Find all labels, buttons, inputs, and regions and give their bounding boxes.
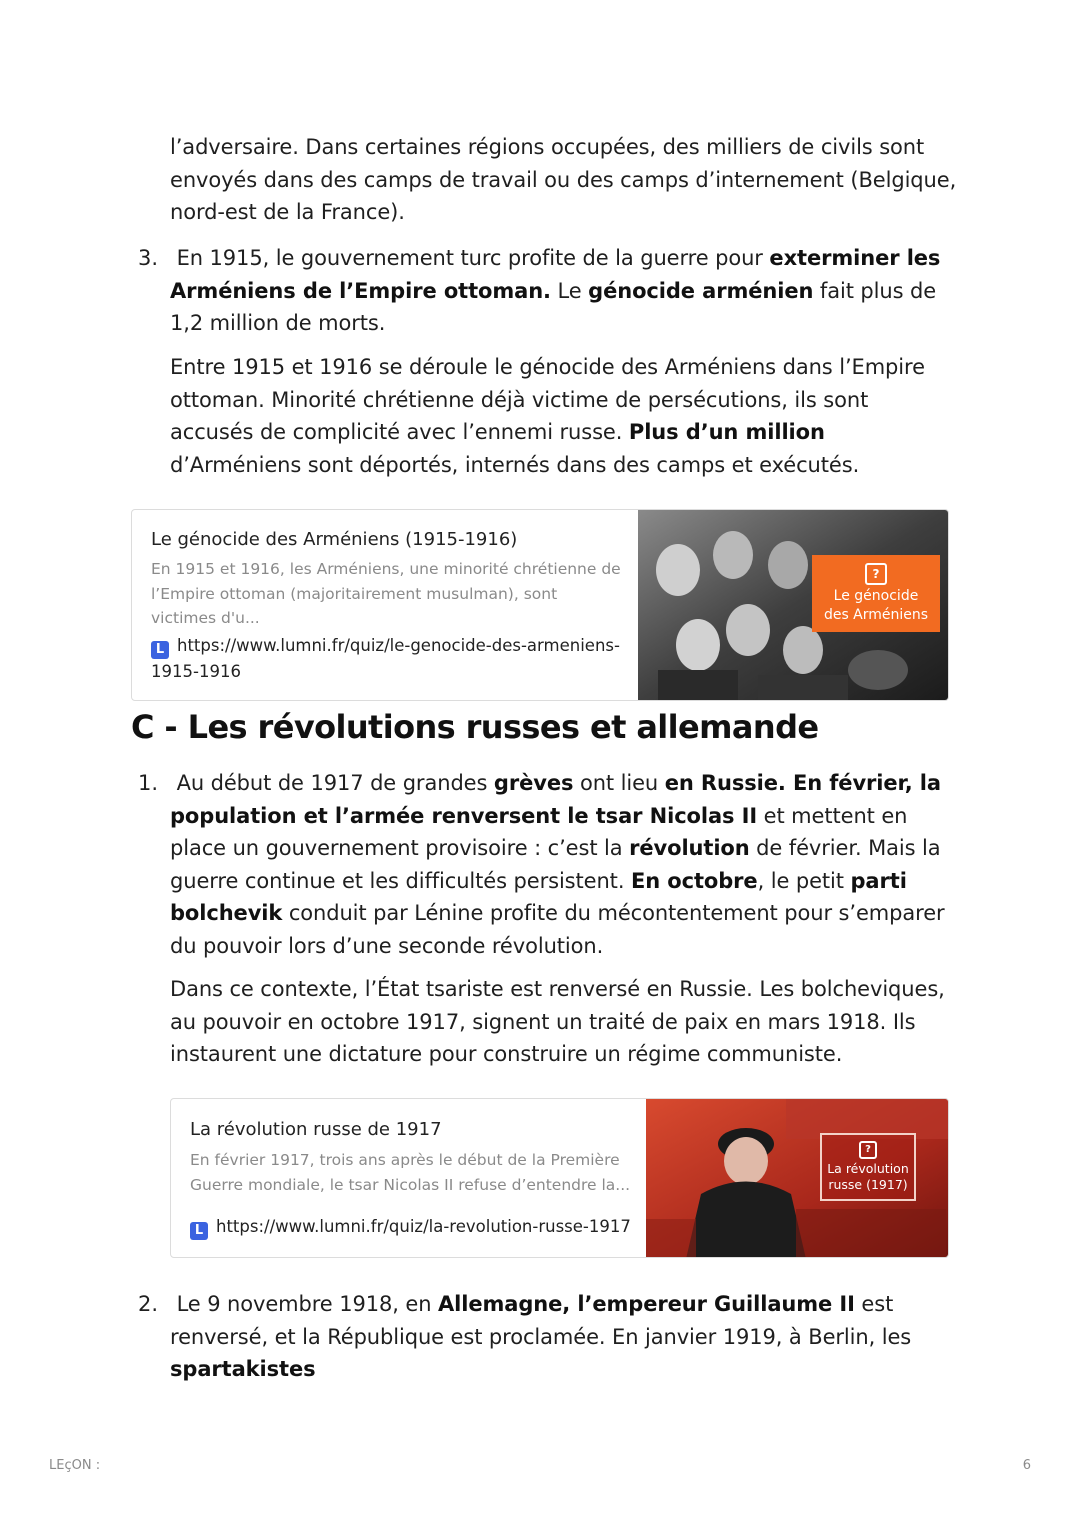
card-url[interactable]: L https://www.lumni.fr/quiz/la-revolution-russe-1917 [190, 1214, 631, 1240]
list-item-2: Le 9 novembre 1918, en Allemagne, l’empereur Guillaume II est renversé, et la République est proclamée. En janvier 1919, à Berlin, les spartakistes [170, 1292, 912, 1382]
quiz-question-icon: ? [859, 1141, 877, 1159]
card-image-label: ? La révolution russe (1917) [820, 1133, 916, 1201]
intro-line-3: nord-est de la France). [170, 200, 405, 225]
footer-lesson-label: LEçON : [49, 1458, 101, 1473]
link-preview-card-russian-revolution[interactable] [170, 1098, 949, 1258]
section-heading-c: C - Les révolutions russes et allemande [131, 708, 819, 746]
intro-paragraph [170, 131, 960, 229]
list-item-1: Au début de 1917 de grandes grèves ont lieu en Russie. En février, la population et l’armée renversent le tsar Nicolas II et mettent en place un gouvernement provisoire : c’est la révolution de février. Mais la guerre continue et les difficultés persistent. En octobre, le petit parti bolchevik conduit par Lénine profite du mécontentement pour s’emparer du pouvoir lors d’une seconde révolution. [170, 771, 945, 958]
quiz-question-icon: ? [865, 563, 887, 585]
lumni-logo-icon: L [151, 641, 169, 659]
armenian-genocide-paragraph: Entre 1915 et 1916 se déroule le génocide des Arméniens dans l’Empire ottoman. Minorité chrétienne déjà victime de persécutions, ils sont accusés de complicité avec l’ennemi russe. Plus d’un million d’Arméniens sont déportés, internés dans des camps et exécutés. [170, 355, 925, 477]
card-title[interactable]: La révolution russe de 1917 [190, 1119, 442, 1140]
list-number-3: 3. [138, 246, 159, 270]
intro-line-2: envoyés dans des camps de travail ou des camps d’internement (Belgique, [170, 167, 957, 192]
list-item-3: En 1915, le gouvernement turc profite de la guerre pour exterminer les Arméniens de l’Empire ottoman. Le génocide arménien fait plus de 1,2 million de morts. [170, 246, 941, 336]
lumni-logo-icon: L [190, 1222, 208, 1240]
card-thumbnail-russian-revolution[interactable] [646, 1099, 948, 1257]
card-url[interactable]: L https://www.lumni.fr/quiz/le-genocide-des-armeniens-1915-1916 [151, 636, 620, 681]
card-image-label: ? Le génocide des Arméniens [812, 555, 940, 632]
card-title[interactable]: Le génocide des Arméniens (1915-1916) [151, 529, 518, 550]
intro-line-1: l’adversaire. Dans certaines régions occupées, des milliers de civils sont [170, 135, 925, 159]
card-description: En 1915 et 1916, les Arméniens, une minorité chrétienne de l’Empire ottoman (majoritairement musulman), sont victimes d'u... [151, 560, 621, 627]
list-number-2: 2. [138, 1292, 159, 1316]
russia-context-paragraph: Dans ce contexte, l’État tsariste est renversé en Russie. Les bolcheviques, au pouvoir en octobre 1917, signent un traité de paix en mars 1918. Ils instaurent une dictature pour construire un régime communiste. [170, 977, 945, 1067]
list-number-1: 1. [138, 771, 159, 795]
page-number: 6 [1022, 1458, 1031, 1473]
card-description: En février 1917, trois ans après le début de la Première Guerre mondiale, le tsar Nicolas II refuse d’entendre la... [190, 1151, 631, 1194]
card-thumbnail-armenian-genocide[interactable] [638, 510, 948, 700]
link-preview-card-armenian-genocide[interactable] [131, 509, 949, 701]
